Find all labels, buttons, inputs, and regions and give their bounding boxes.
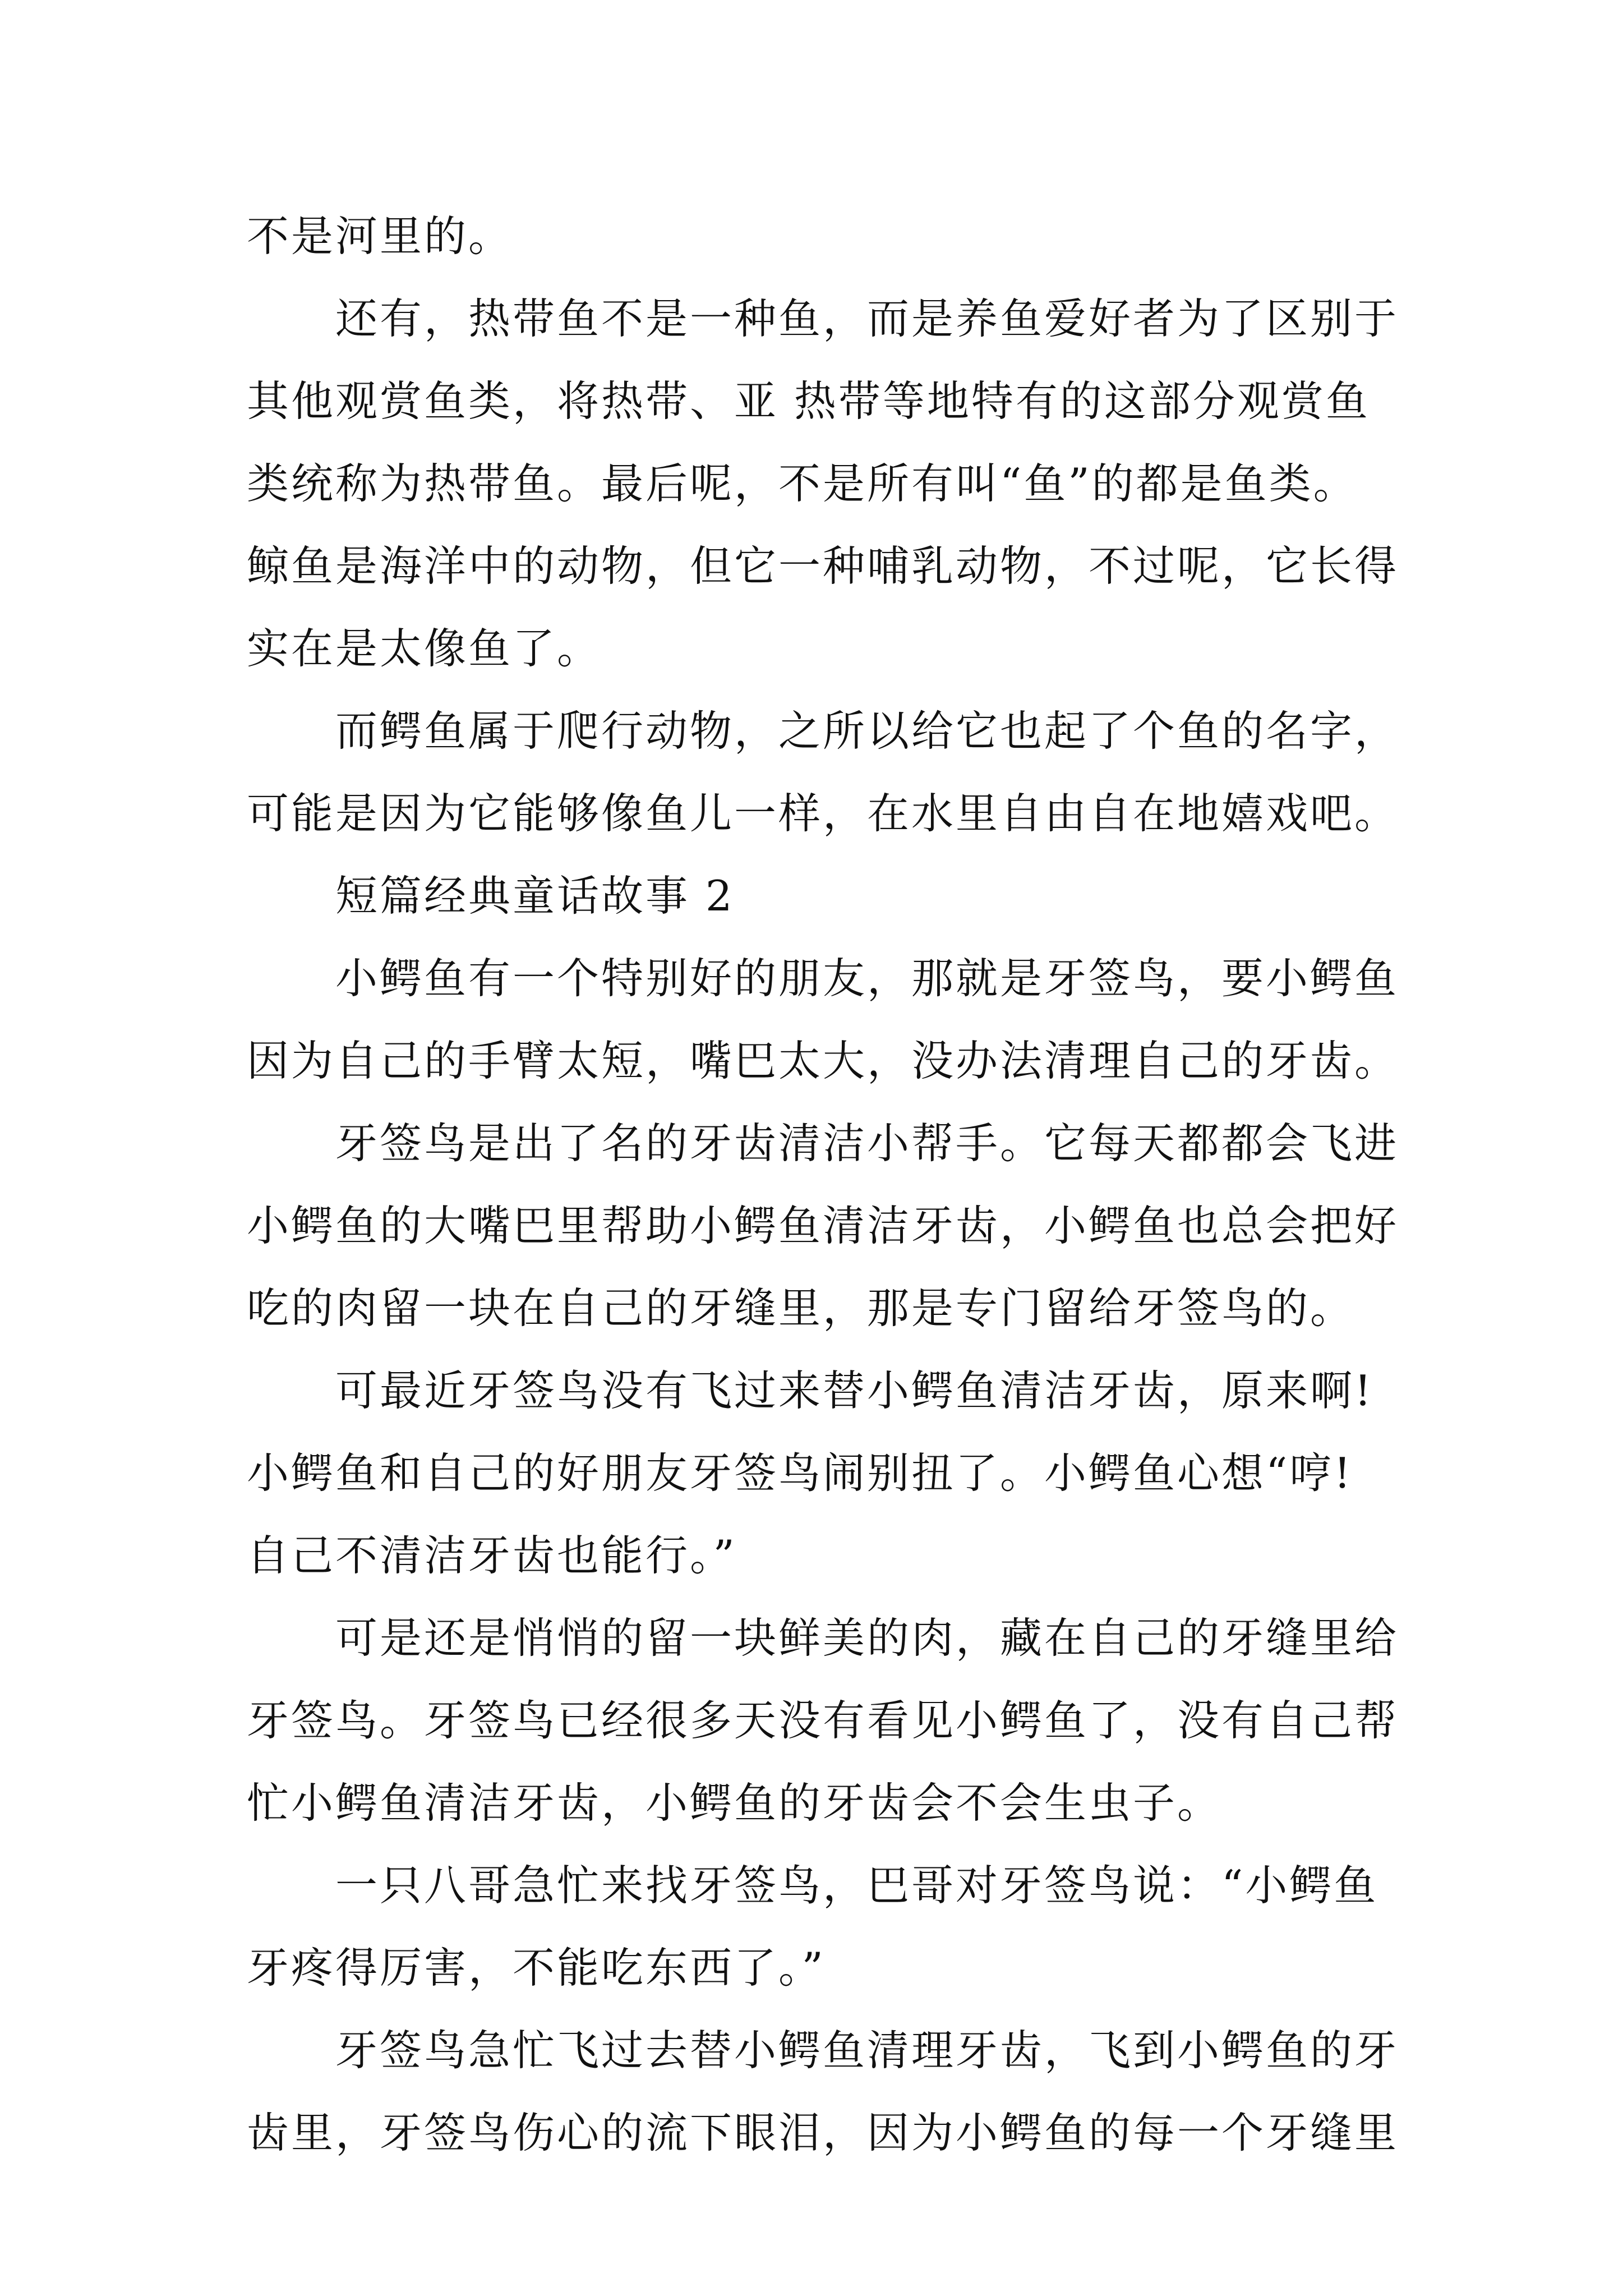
- text-line: 齿里，牙签鸟伤心的流下眼泪，因为小鳄鱼的每一个牙缝里: [247, 2108, 1399, 2157]
- text-line: 还有，热带鱼不是一种鱼，而是养鱼爱好者为了区别于: [335, 294, 1399, 343]
- text-line: 牙签鸟是出了名的牙齿清洁小帮手。它每天都都会飞进: [335, 1119, 1399, 1168]
- text-line: 牙疼得厉害，不能吃东西了。”: [247, 1943, 826, 1993]
- text-line: 鲸鱼是海洋中的动物，但它一种哺乳动物，不过呢，它长得: [247, 541, 1399, 591]
- text-line: 其他观赏鱼类，将热带、亚 热带等地特有的这部分观赏鱼: [247, 376, 1370, 426]
- text-line: 吃的肉留一块在自己的牙缝里，那是专门留给牙签鸟的。: [247, 1283, 1355, 1333]
- text-line: 可是还是悄悄的留一块鲜美的肉，藏在自己的牙缝里给: [335, 1613, 1399, 1663]
- text-line: 不是河里的。: [247, 211, 513, 261]
- text-line: 类统称为热带鱼。最后呢，不是所有叫“鱼”的都是鱼类。: [247, 459, 1358, 508]
- text-line: 实在是太像鱼了。: [247, 624, 602, 673]
- text-line: 而鳄鱼属于爬行动物，之所以给它也起了个鱼的名字，: [335, 706, 1399, 756]
- text-line: 一只八哥急忙来找牙签鸟，巴哥对牙签鸟说：“小鳄鱼: [335, 1861, 1378, 1910]
- text-line: 牙签鸟急忙飞过去替小鳄鱼清理牙齿，飞到小鳄鱼的牙: [335, 2026, 1399, 2075]
- text-line: 自己不清洁牙齿也能行。”: [247, 1531, 737, 1580]
- text-line: 小鳄鱼的大嘴巴里帮助小鳄鱼清洁牙齿，小鳄鱼也总会把好: [247, 1201, 1399, 1250]
- text-line: 可最近牙签鸟没有飞过来替小鳄鱼清洁牙齿，原来啊!: [335, 1366, 1374, 1415]
- text-line: 因为自己的手臂太短，嘴巴太大，没办法清理自己的牙齿。: [247, 1036, 1399, 1085]
- text-line: 忙小鳄鱼清洁牙齿，小鳄鱼的牙齿会不会生虫子。: [247, 1778, 1222, 1828]
- text-line: 牙签鸟。牙签鸟已经很多天没有看见小鳄鱼了，没有自己帮: [247, 1696, 1399, 1745]
- document-body: [247, 195, 1399, 2174]
- text-line: 可能是因为它能够像鱼儿一样，在水里自由自在地嬉戏吧。: [247, 789, 1399, 838]
- text-line: 小鳄鱼有一个特别好的朋友，那就是牙签鸟，要小鳄鱼: [335, 954, 1399, 1003]
- section-heading: 短篇经典童话故事 2: [335, 871, 735, 921]
- text-line: 小鳄鱼和自己的好朋友牙签鸟闹别扭了。小鳄鱼心想“哼!: [247, 1448, 1353, 1498]
